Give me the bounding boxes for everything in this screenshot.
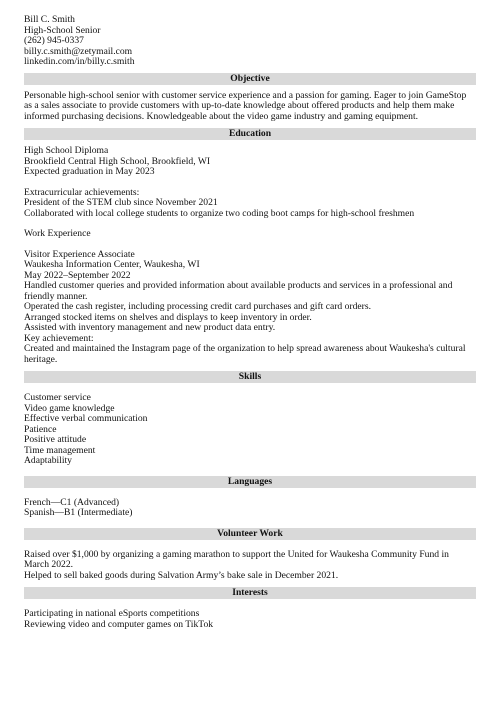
extracurricular-heading: Extracurricular achievements: <box>24 186 140 198</box>
objective-heading: Objective <box>24 73 476 85</box>
education-heading: Education <box>24 128 476 140</box>
duty-item: Handled customer queries and provided information about available products and services in a professional and friendly manner. <box>24 280 453 302</box>
language-item: Spanish—B1 (Intermediate) <box>24 507 133 518</box>
candidate-title: High-School Senior <box>24 24 101 36</box>
work-experience-heading: Work Experience <box>24 228 91 239</box>
skill-item: Video game knowledge <box>24 402 115 414</box>
skills-list <box>24 393 476 467</box>
contact-block <box>24 15 476 68</box>
school: Brookfield Central High School, Brookfield, WI <box>24 155 211 167</box>
skill-item: Effective verbal communication <box>24 413 148 424</box>
employer: Waukesha Information Center, Waukesha, WI <box>24 259 200 270</box>
skill-item: Patience <box>24 423 57 435</box>
interests-heading: Interests <box>24 587 476 599</box>
linkedin-url: linkedin.com/in/billy.c.smith <box>24 56 135 67</box>
language-item: French—C1 (Advanced) <box>24 496 120 508</box>
resume-content <box>24 15 476 630</box>
email-address: billy.c.smith@zetymail.com <box>24 45 133 57</box>
interest-item: Reviewing video and computer games on TikTok <box>24 618 214 630</box>
skill-item: Adaptability <box>24 455 72 466</box>
interest-item: Participating in national eSports competitions <box>24 608 200 619</box>
languages-heading: Languages <box>24 476 476 488</box>
duty-item: Assisted with inventory management and new product data entry. <box>24 322 276 333</box>
key-achievement-heading: Key achievement: <box>24 332 94 344</box>
volunteer-item: Helped to sell baked goods during Salvation Army’s bake sale in December 2021. <box>24 569 339 581</box>
volunteer-item: Raised over $1,000 by organizing a gaming marathon to support the United for Waukesha Community Fund in March 2022. <box>24 548 449 570</box>
graduation-date: Expected graduation in May 2023 <box>24 166 155 177</box>
duty-item: Operated the cash register, including processing credit card purchases and gift card orders. <box>24 301 371 312</box>
objective-text: Personable high-school senior with customer service experience and a passion for gaming. Eager to join GameStop as a sales associate to provide customers with up-to-date knowledge about offered products and help them make informed purchasing decisions. Knowledgeable about the video game industry and gaming equipment. <box>24 89 467 122</box>
employment-dates: May 2022–September 2022 <box>24 269 131 281</box>
degree: High School Diploma <box>24 145 109 156</box>
key-achievement-text: Created and maintained the Instagram page of the organization to help spread awareness about Waukesha's cultural heritage. <box>24 343 466 365</box>
skill-item: Positive attitude <box>24 434 87 445</box>
skill-item: Customer service <box>24 392 91 403</box>
extracurricular-item: President of the STEM club since November 2021 <box>24 197 218 208</box>
phone-number: (262) 945-0337 <box>24 35 84 46</box>
duty-item: Arranged stocked items on shelves and displays to keep inventory in order. <box>24 311 312 323</box>
candidate-name: Bill C. Smith <box>24 14 75 25</box>
skill-item: Time management <box>24 444 96 456</box>
skills-heading: Skills <box>24 371 476 383</box>
extracurricular-item: Collaborated with local college students to organize two coding boot camps for high-school freshmen <box>24 207 415 219</box>
volunteer-heading: Volunteer Work <box>24 528 476 540</box>
job-title: Visitor Experience Associate <box>24 248 135 260</box>
